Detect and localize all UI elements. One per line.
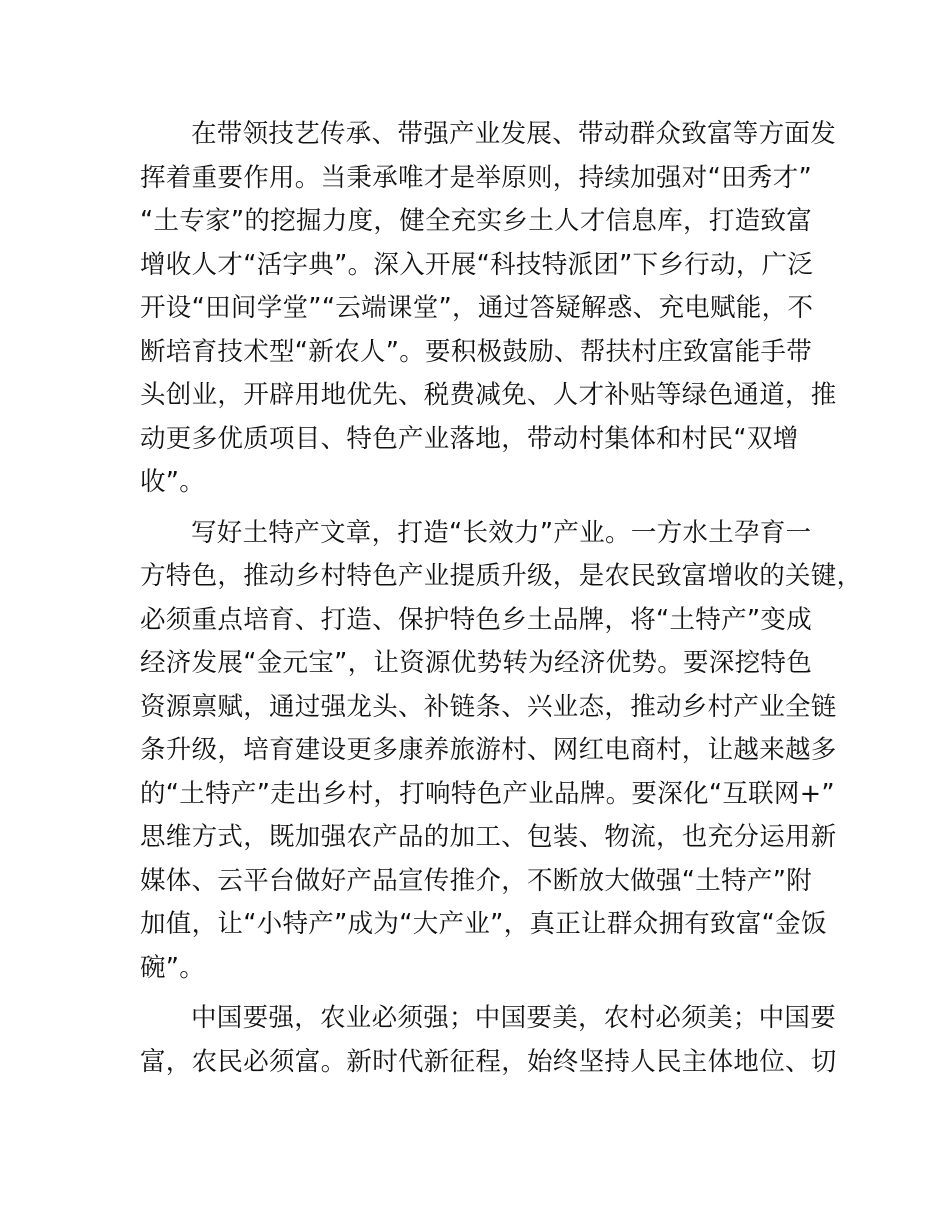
paragraph-1 [140,113,837,505]
text-line: 收”。 [140,467,206,497]
text-line: 媒体、云平台做好产品宣传推介，不断放大做强“土特产”附 [140,865,813,896]
text-line: 在带领技艺传承、带强产业发展、带动群众致富等方面发 [191,119,837,149]
text-line: 写好土特产文章，打造“长效力”产业。一方水土孕育一 [191,517,812,548]
text-line: 动更多优质项目、特色产业落地，带动村集体和村民“双增 [140,423,799,454]
text-line: “土专家”的挖掘力度，健全充实乡土人才信息库，打造致富 [140,206,813,236]
text-line: 挥着重要作用。当秉承唯才是举原则，持续加强对“田秀才” [140,162,813,193]
text-line: 条升级，培育建设更多康养旅游村、网红电商村，让越来越多 [140,735,837,765]
paragraph-2 [140,512,863,991]
text-line: 的“土特产”走出乡村，打响特色产业品牌。要深化“互联网+” [140,778,835,809]
text-line: 方特色，推动乡村特色产业提质升级，是农民致富增收的关键， [140,561,863,591]
text-line: 经济发展“金元宝”，让资源优势转为经济优势。要深挖特色 [140,648,813,678]
text-line: 必须重点培育、打造、保护特色乡土品牌，将“土特产”变成 [140,604,813,635]
paragraph-3 [140,997,837,1084]
document-body [140,113,863,1091]
text-line: 富，农民必须富。新时代新征程，始终坚持人民主体地位、切 [140,1046,837,1077]
text-line: 中国要强，农业必须强；中国要美，农村必须美；中国要 [191,1003,837,1033]
text-line: 增收人才“活字典”。深入开展“科技特派团”下乡行动，广泛 [140,249,814,280]
text-line: 加值，让“小特产”成为“大产业”，真正让群众拥有致富“金饭 [140,909,827,939]
text-line: 思维方式，既加强农产品的加工、包装、物流，也充分运用新 [140,822,837,852]
text-line: 开设“田间学堂”“云端课堂”，通过答疑解惑、充电赋能，不 [140,293,814,323]
text-line: 断培育技术型“新农人”。要积极鼓励、帮扶村庄致富能手带 [140,336,813,367]
text-line: 碗”。 [140,952,206,983]
text-line: 资源禀赋，通过强龙头、补链条、兴业态，推动乡村产业全链 [140,691,837,722]
text-line: 头创业，开辟用地优先、税费减免、人才补贴等绿色通道，推 [140,380,837,410]
